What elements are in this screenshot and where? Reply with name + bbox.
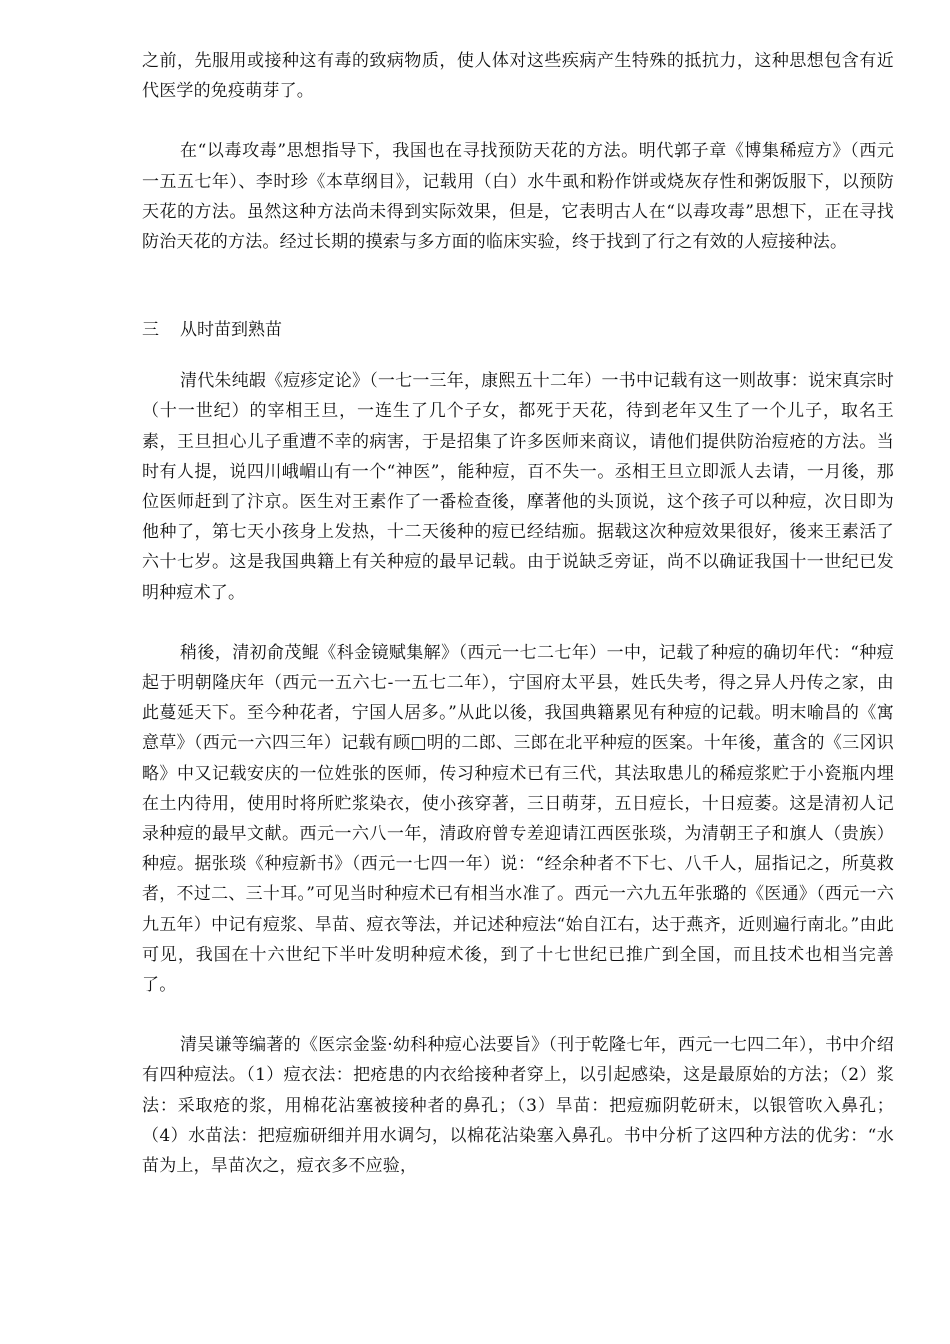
paragraph-song-dynasty-story: 清代朱纯嘏《痘疹定论》（一七一三年，康熙五十二年）一书中记载有这一则故事：说宋真宗时（十一世纪）的宰相王旦，一连生了几个子女，都死于天花，待到老年又生了一个儿子，取名王素，王旦担心儿子重遭不幸的病害，于是招集了许多医师来商议，请他们提供防治痘疮的方法。当时有人提，说四川峨嵋山有一个“神医”，能种痘，百不失一。丞相王旦立即派人去请，一月後，那位医师赶到了汴京。医生对王素作了一番检查後，摩著他的头顶说，这个孩子可以种痘，次日即为他种了，第七天小孩身上发热，十二天後种的痘已经结痂。据载这次种痘效果很好，後来王素活了六十七岁。这是我国典籍上有关种痘的最早记载。由于说缺乏旁证，尚不以确证我国十一世纪已发明种痘术了。	[142, 371, 894, 603]
paragraph-four-methods: 清吴谦等编著的《医宗金鉴·幼科种痘心法要旨》（刊于乾隆七年，西元一七四二年），书中介绍有四种痘法。（1）痘衣法：把疮患的内衣给接种者穿上，以引起感染，这是最原始的方法；（2）浆法：采取疮的浆，用棉花沾塞被接种者的鼻孔；（3）旱苗：把痘痂阴乾研末，以银管吹入鼻孔；（4）水苗法：把痘痂研细并用水调匀，以棉花沾染塞入鼻孔。书中分析了这四种方法的优劣：“水苗为上，旱苗次之，痘衣多不应验，	[142, 1035, 894, 1177]
section-heading	[142, 315, 894, 345]
paragraph-ming-records: 稍後，清初俞茂鲲《科金镜赋集解》（西元一七二七年）一中，记载了种痘的确切年代：“种痘起于明朝隆庆年（西元一五六七-一五七二年），宁国府太平县，姓氏失考，得之异人丹传之家，由此蔓延天下。至今种花者，宁国人居多。”从此以後，我国典籍累见有种痘的记载。明末喻昌的《寓意草》（西元一六四三年）记载有顾□明的二郎、三郎在北平种痘的医案。十年後，董含的《三冈识略》中又记载安庆的一位姓张的医师，传习种痘术已有三代，其法取患儿的稀痘浆贮于小瓷瓶内埋在土内待用，使用时将所贮浆染衣，使小孩穿著，三日萌芽，五日痘长，十日痘萎。这是清初人记录种痘的最早文献。西元一六八一年，清政府曾专差迎请江西医张琰，为清朝王子和旗人（贵族）种痘。据张琰《种痘新书》（西元一七四一年）说：“经余种者不下七、八千人，屈指记之，所莫救者，不过二、三十耳。”可见当时种痘术已有相当水准了。西元一六九五年张璐的《医通》（西元一六九五年）中记有痘浆、旱苗、痘衣等法，并记述种痘法“始自江右，达于燕齐，近则遍行南北。”由此可见，我国在十六世纪下半叶发明种痘术後，到了十七世纪已推广到全国，而且技术也相当完善了。	[142, 642, 894, 996]
section-number: 三	[142, 320, 159, 341]
paragraph-smallpox-prevention: 在“以毒攻毒”思想指导下，我国也在寻找预防天花的方法。明代郭子章《博集稀痘方》（西元一五五七年）、李时珍《本草纲目》，记载用（白）水牛虱和粉作饼或烧灰存性和粥饭服下，以预防天花的方法。虽然这种方法尚未得到实际效果，但是，它表明古人在“以毒攻毒”思想下，正在寻找防治天花的方法。经过长期的摸索与多方面的临床实验，终于找到了行之有效的人痘接种法。	[142, 141, 894, 253]
document-page	[142, 46, 894, 1181]
section-title: 从时苗到熟苗	[180, 320, 282, 341]
paragraph-continuation: 之前，先服用或接种这有毒的致病物质，使人体对这些疾病产生特殊的抵抗力，这种思想包含有近代医学的免疫萌芽了。	[142, 51, 894, 102]
